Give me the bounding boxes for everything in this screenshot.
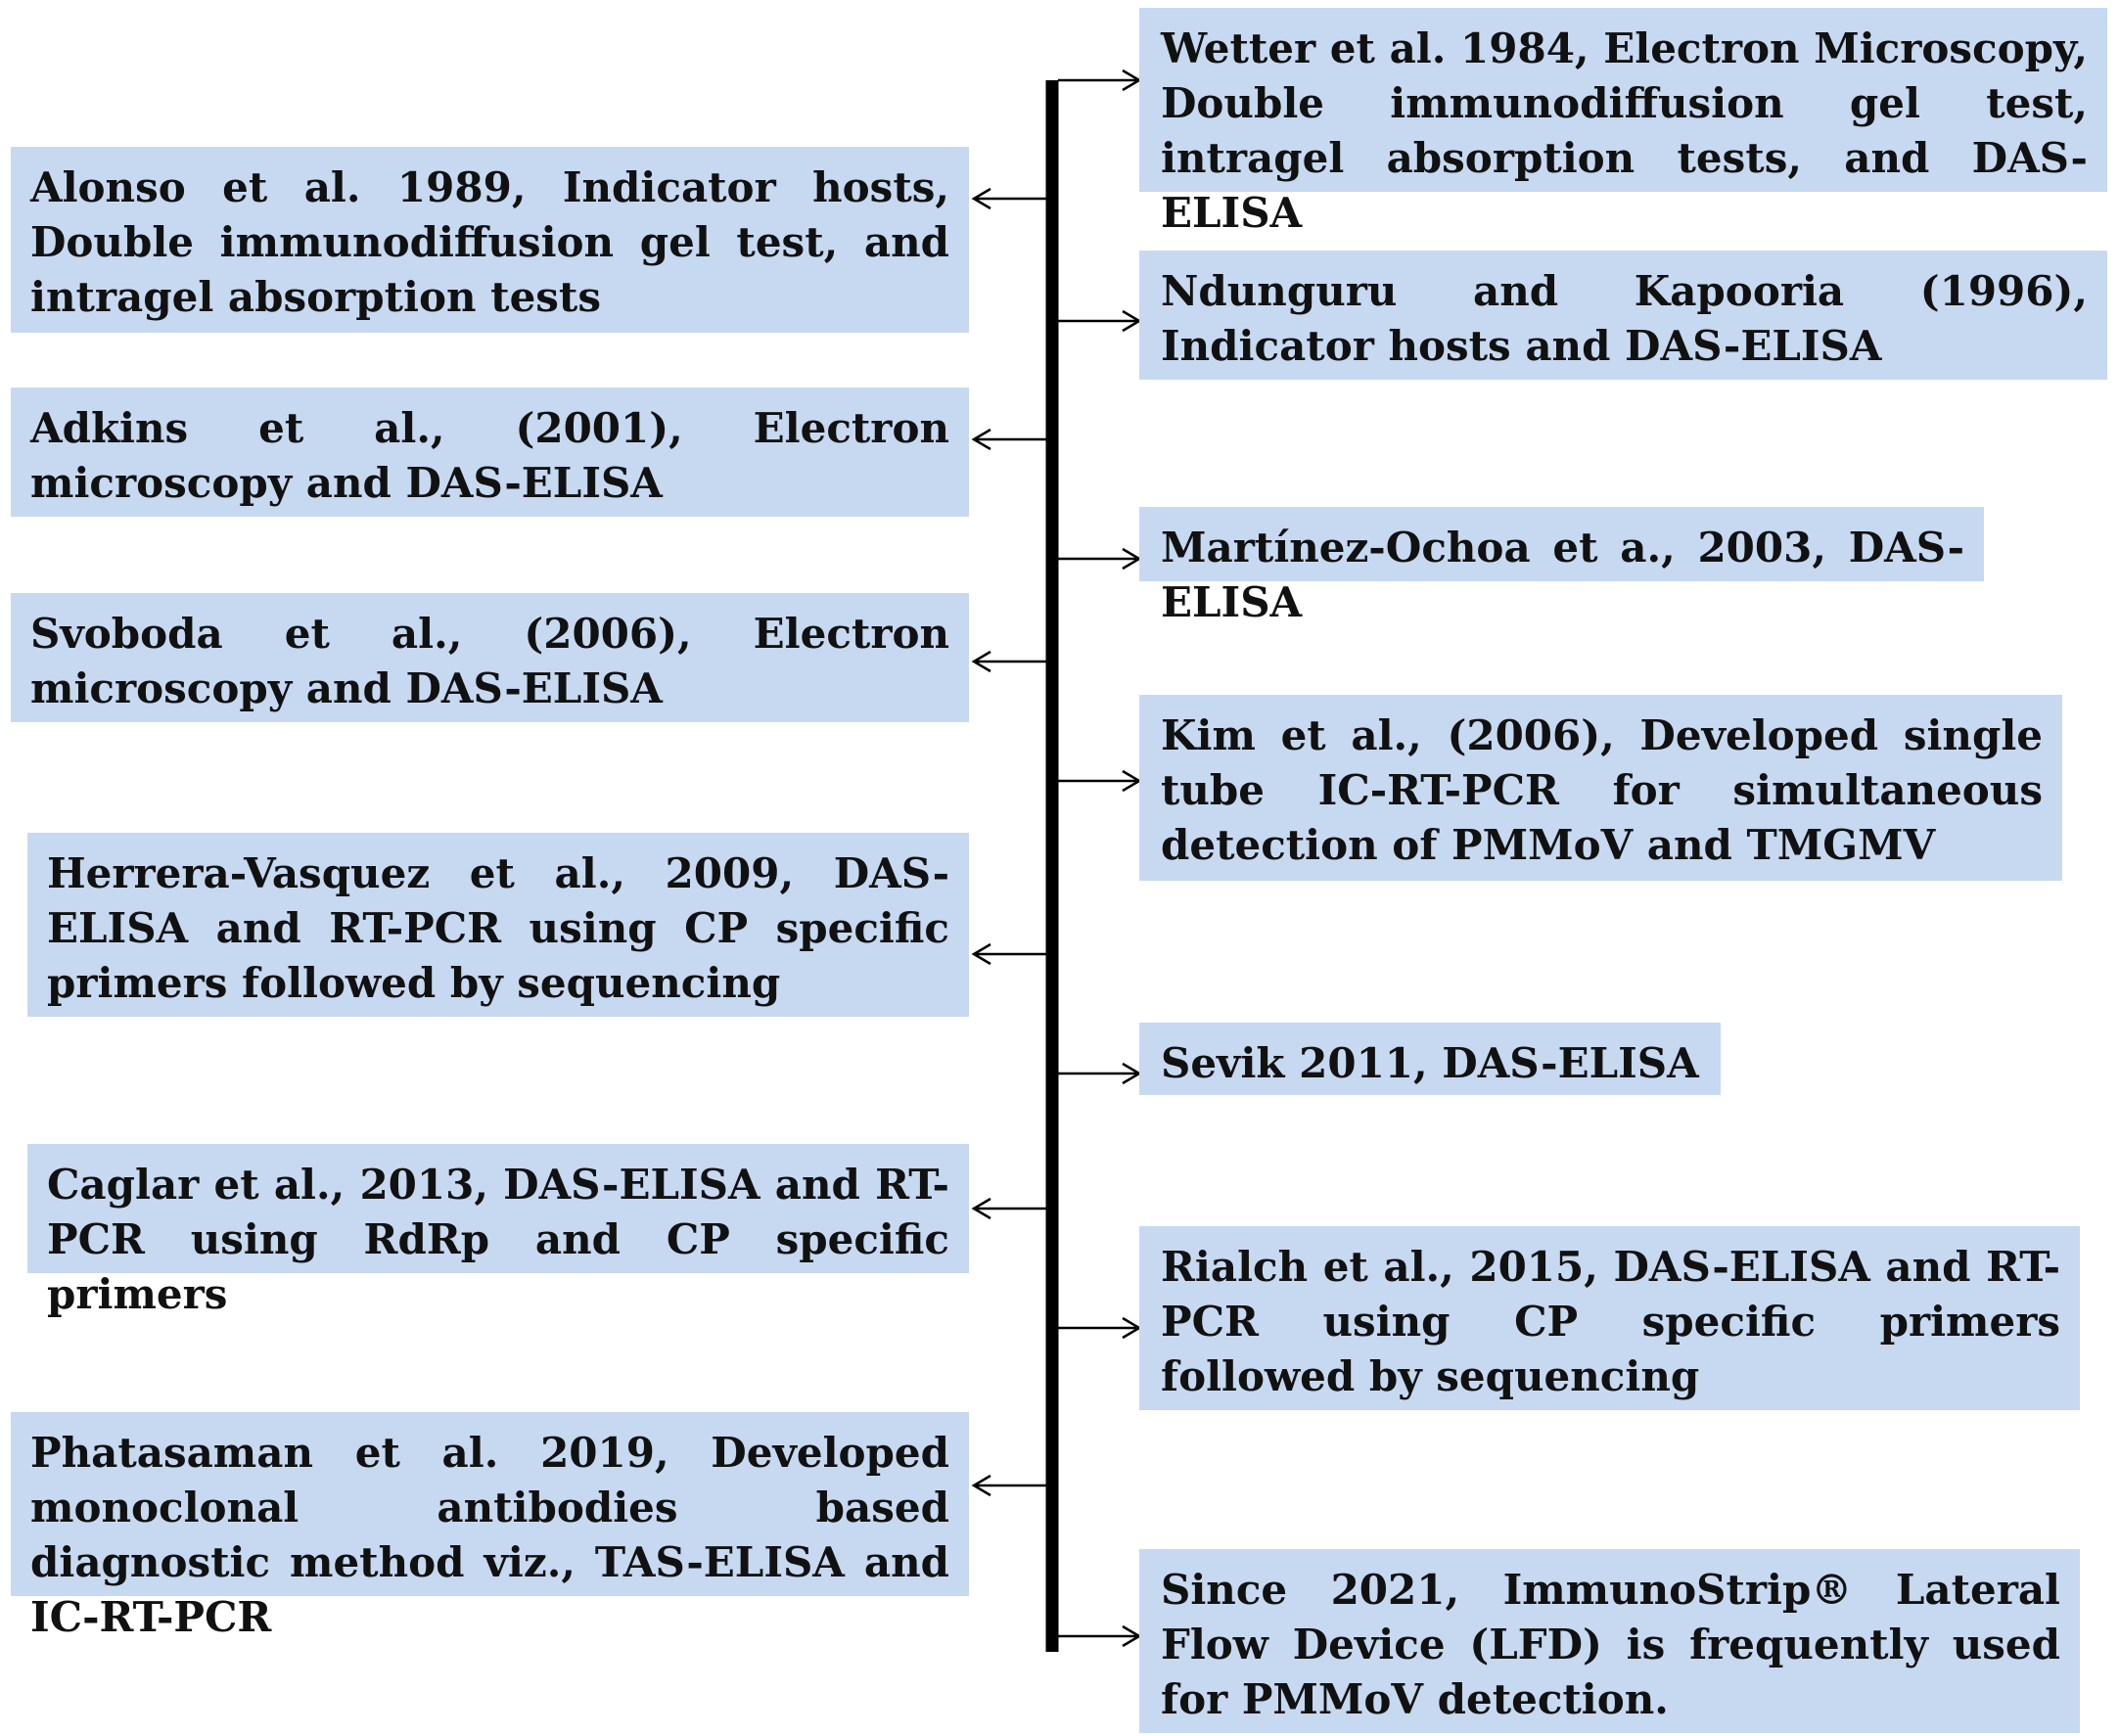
timeline-entry-immunostrip-2021 <box>1139 1549 2080 1733</box>
timeline-entry-sevik-2011 <box>1139 1023 1721 1095</box>
entry-text: Alonso et al. 1989, Indicator hosts, Double immunodiffusion gel test, and intragel absorption tests <box>30 163 949 321</box>
entry-text: Martínez-Ochoa et a., 2003, DAS-ELISA <box>1161 524 1964 626</box>
connector-arrow-right-3 <box>1058 549 1139 569</box>
entry-text: Adkins et al., (2001), Electron microscopy and DAS-ELISA <box>30 404 949 507</box>
entry-text: Rialch et al., 2015, DAS-ELISA and RT-PCR using CP specific primers followed by sequencing <box>1161 1243 2060 1400</box>
entry-text: Kim et al., (2006), Developed single tube IC-RT-PCR for simultaneous detection of PMMoV and TMGMV <box>1161 711 2043 869</box>
entry-text: Wetter et al. 1984, Electron Microscopy, Double immunodiffusion gel test, intragel absorption tests, and DAS-ELISA <box>1161 24 2088 237</box>
entry-text: Caglar et al., 2013, DAS-ELISA and RT-PCR using RdRp and CP specific primers <box>47 1161 949 1318</box>
connector-arrow-right-2 <box>1058 311 1139 331</box>
timeline-entry-phatasaman-2019 <box>11 1412 969 1641</box>
connector-arrow-right-4 <box>1058 771 1139 791</box>
connector-arrow-left-6 <box>974 1476 1047 1495</box>
timeline-entry-martinez-ochoa-2003 <box>1139 507 1984 626</box>
connector-arrow-left-4 <box>974 944 1047 964</box>
timeline-entry-kim-2006 <box>1139 695 2062 881</box>
connector-arrow-left-5 <box>974 1199 1047 1218</box>
timeline-entry-adkins-2001 <box>11 388 969 517</box>
entry-text: Since 2021, ImmunoStrip® Lateral Flow Device (LFD) is frequently used for PMMoV detection. <box>1161 1566 2060 1723</box>
timeline-entry-herrera-vasquez-2009 <box>27 833 969 1017</box>
connector-arrow-right-1 <box>1058 70 1139 90</box>
entry-text: Herrera-Vasquez et al., 2009, DAS-ELISA and RT-PCR using CP specific primers followed by sequencing <box>47 849 949 1007</box>
timeline-entry-alonso-1989 <box>11 147 969 333</box>
connector-arrow-left-1 <box>974 189 1047 208</box>
connector-arrow-left-3 <box>974 652 1047 671</box>
entry-text: Sevik 2011, DAS-ELISA <box>1161 1039 1699 1087</box>
entry-text: Phatasaman et al. 2019, Developed monoclonal antibodies based diagnostic method viz., TAS-ELISA and IC-RT-PCR <box>30 1429 949 1641</box>
timeline-entry-caglar-2013 <box>27 1144 969 1318</box>
connector-arrow-left-2 <box>974 430 1047 449</box>
entry-text: Ndunguru and Kapooria (1996), Indicator hosts and DAS-ELISA <box>1161 267 2088 370</box>
connector-arrow-right-7 <box>1058 1626 1139 1646</box>
connector-arrow-right-6 <box>1058 1318 1139 1338</box>
timeline-entry-ndunguru-1996 <box>1139 251 2107 380</box>
timeline-entry-wetter-1984 <box>1139 8 2107 237</box>
connector-arrow-right-5 <box>1058 1064 1139 1083</box>
entry-text: Svoboda et al., (2006), Electron microscopy and DAS-ELISA <box>30 610 949 712</box>
timeline-entry-rialch-2015 <box>1139 1226 2080 1410</box>
timeline-entry-svoboda-2006 <box>11 593 969 722</box>
